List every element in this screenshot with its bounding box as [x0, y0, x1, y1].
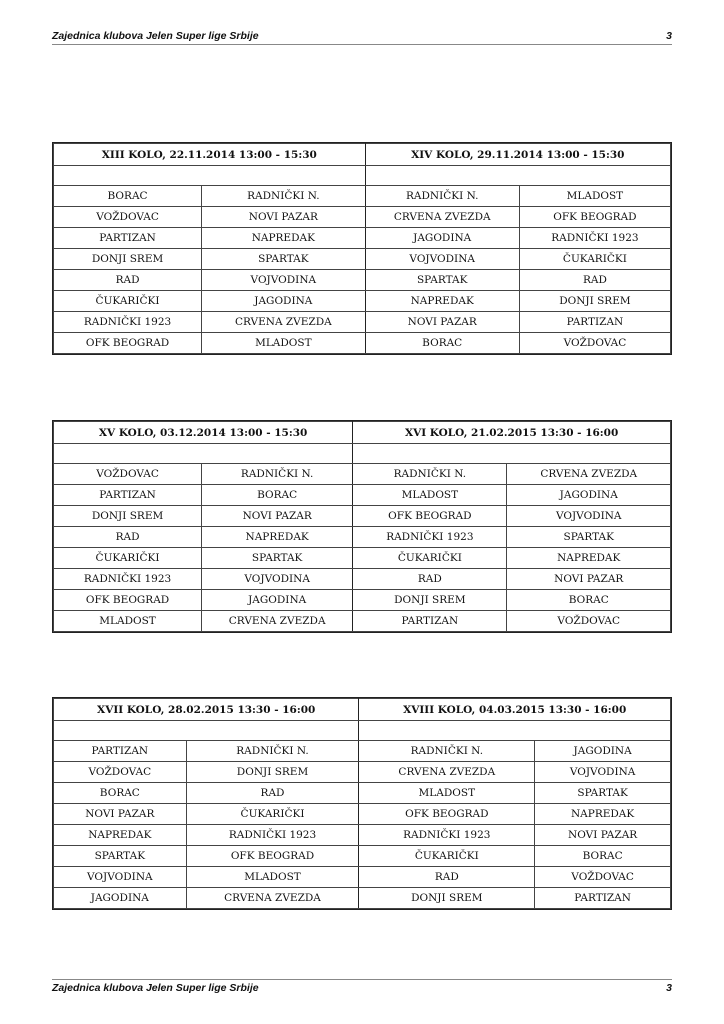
home-team: ČUKARIČKI	[54, 291, 202, 312]
round-block-1	[52, 142, 672, 355]
match-row	[54, 312, 671, 333]
schedule-table-3	[53, 698, 671, 909]
away-team: SPARTAK	[202, 548, 353, 569]
home-team: RADNIČKI 1923	[353, 527, 507, 548]
away-team: OFK BEOGRAD	[519, 207, 670, 228]
home-team: OFK BEOGRAD	[353, 506, 507, 527]
match-row	[54, 291, 671, 312]
away-team: NAPREDAK	[507, 548, 671, 569]
home-team: ČUKARIČKI	[359, 846, 535, 867]
home-team: CRVENA ZVEZDA	[365, 207, 519, 228]
home-team: RADNIČKI N.	[353, 464, 507, 485]
away-team: RADNIČKI N.	[186, 741, 359, 762]
away-team: NOVI PAZAR	[202, 506, 353, 527]
home-team: NOVI PAZAR	[54, 804, 187, 825]
home-team: VOJVODINA	[54, 867, 187, 888]
away-team: PARTIZAN	[519, 312, 670, 333]
away-team: VOŽDOVAC	[519, 333, 670, 354]
away-team: CRVENA ZVEZDA	[507, 464, 671, 485]
away-team: CRVENA ZVEZDA	[202, 611, 353, 632]
away-team: VOJVODINA	[202, 270, 366, 291]
home-team: DONJI SREM	[353, 590, 507, 611]
away-team: RAD	[519, 270, 670, 291]
home-team: ČUKARIČKI	[54, 548, 202, 569]
away-team: OFK BEOGRAD	[186, 846, 359, 867]
away-team: ČUKARIČKI	[186, 804, 359, 825]
away-team: RADNIČKI 1923	[519, 228, 670, 249]
match-row	[54, 548, 671, 569]
home-team: PARTIZAN	[54, 485, 202, 506]
match-row	[54, 333, 671, 354]
home-team: PARTIZAN	[353, 611, 507, 632]
round-header-row	[54, 422, 671, 444]
home-team: JAGODINA	[365, 228, 519, 249]
home-team: DONJI SREM	[54, 506, 202, 527]
home-team: NAPREDAK	[365, 291, 519, 312]
schedule-table-2	[53, 421, 671, 632]
away-team: VOŽDOVAC	[507, 611, 671, 632]
round-title-right: XIV KOLO, 29.11.2014 13:00 - 15:30	[365, 144, 670, 166]
away-team: JAGODINA	[202, 291, 366, 312]
match-row	[54, 804, 671, 825]
match-row	[54, 506, 671, 527]
footer-rule	[52, 979, 672, 980]
spacer-cell-left	[54, 166, 366, 186]
home-team: DONJI SREM	[359, 888, 535, 909]
home-team: RADNIČKI 1923	[54, 569, 202, 590]
match-row	[54, 867, 671, 888]
away-team: DONJI SREM	[519, 291, 670, 312]
away-team: DONJI SREM	[186, 762, 359, 783]
away-team: JAGODINA	[202, 590, 353, 611]
home-team: BORAC	[54, 186, 202, 207]
match-row	[54, 228, 671, 249]
match-row	[54, 186, 671, 207]
home-team: JAGODINA	[54, 888, 187, 909]
round-block-2	[52, 420, 672, 633]
header-rule	[52, 44, 672, 45]
away-team: RADNIČKI N.	[202, 186, 366, 207]
match-row	[54, 762, 671, 783]
away-team: JAGODINA	[535, 741, 671, 762]
home-team: VOŽDOVAC	[54, 464, 202, 485]
home-team: VOŽDOVAC	[54, 207, 202, 228]
home-team: VOJVODINA	[365, 249, 519, 270]
spacer-row	[54, 721, 671, 741]
away-team: NAPREDAK	[202, 527, 353, 548]
match-row	[54, 569, 671, 590]
home-team: NOVI PAZAR	[365, 312, 519, 333]
round-title-left: XV KOLO, 03.12.2014 13:00 - 15:30	[54, 422, 353, 444]
home-team: RAD	[54, 270, 202, 291]
away-team: MLADOST	[186, 867, 359, 888]
home-team: RADNIČKI N.	[359, 741, 535, 762]
home-team: RADNIČKI N.	[365, 186, 519, 207]
away-team: NOVI PAZAR	[202, 207, 366, 228]
home-team: OFK BEOGRAD	[54, 333, 202, 354]
round-title-left: XIII KOLO, 22.11.2014 13:00 - 15:30	[54, 144, 366, 166]
away-team: SPARTAK	[202, 249, 366, 270]
match-row	[54, 207, 671, 228]
footer-page-number: 3	[666, 982, 672, 994]
away-team: BORAC	[507, 590, 671, 611]
home-team: ČUKARIČKI	[353, 548, 507, 569]
away-team: RADNIČKI N.	[202, 464, 353, 485]
away-team: PARTIZAN	[535, 888, 671, 909]
match-row	[54, 249, 671, 270]
round-title-left: XVII KOLO, 28.02.2015 13:30 - 16:00	[54, 699, 359, 721]
home-team: RAD	[54, 527, 202, 548]
home-team: RAD	[359, 867, 535, 888]
match-row	[54, 464, 671, 485]
match-row	[54, 485, 671, 506]
home-team: MLADOST	[359, 783, 535, 804]
away-team: BORAC	[535, 846, 671, 867]
home-team: OFK BEOGRAD	[54, 590, 202, 611]
spacer-cell-left	[54, 721, 359, 741]
spacer-row	[54, 444, 671, 464]
header-page-number: 3	[666, 30, 672, 42]
away-team: MLADOST	[202, 333, 366, 354]
home-team: MLADOST	[54, 611, 202, 632]
away-team: SPARTAK	[535, 783, 671, 804]
spacer-cell-right	[353, 444, 671, 464]
round-header-row	[54, 144, 671, 166]
home-team: SPARTAK	[365, 270, 519, 291]
match-row	[54, 270, 671, 291]
round-block-3	[52, 697, 672, 910]
match-row	[54, 527, 671, 548]
home-team: MLADOST	[353, 485, 507, 506]
away-team: ČUKARIČKI	[519, 249, 670, 270]
away-team: VOJVODINA	[535, 762, 671, 783]
away-team: NOVI PAZAR	[535, 825, 671, 846]
home-team: CRVENA ZVEZDA	[359, 762, 535, 783]
spacer-cell-right	[359, 721, 671, 741]
spacer-row	[54, 166, 671, 186]
match-row	[54, 888, 671, 909]
away-team: NAPREDAK	[535, 804, 671, 825]
away-team: VOJVODINA	[507, 506, 671, 527]
away-team: NAPREDAK	[202, 228, 366, 249]
page-header	[52, 30, 672, 46]
match-row	[54, 611, 671, 632]
away-team: RADNIČKI 1923	[186, 825, 359, 846]
home-team: PARTIZAN	[54, 741, 187, 762]
away-team: NOVI PAZAR	[507, 569, 671, 590]
home-team: NAPREDAK	[54, 825, 187, 846]
home-team: RAD	[353, 569, 507, 590]
home-team: BORAC	[54, 783, 187, 804]
home-team: BORAC	[365, 333, 519, 354]
match-row	[54, 846, 671, 867]
away-team: CRVENA ZVEZDA	[186, 888, 359, 909]
away-team: SPARTAK	[507, 527, 671, 548]
away-team: RAD	[186, 783, 359, 804]
away-team: BORAC	[202, 485, 353, 506]
match-row	[54, 783, 671, 804]
away-team: CRVENA ZVEZDA	[202, 312, 366, 333]
away-team: MLADOST	[519, 186, 670, 207]
round-title-right: XVIII KOLO, 04.03.2015 13:30 - 16:00	[359, 699, 671, 721]
away-team: VOŽDOVAC	[535, 867, 671, 888]
match-row	[54, 825, 671, 846]
round-title-right: XVI KOLO, 21.02.2015 13:30 - 16:00	[353, 422, 671, 444]
header-title: Zajednica klubova Jelen Super lige Srbije	[52, 30, 259, 42]
away-team: JAGODINA	[507, 485, 671, 506]
home-team: VOŽDOVAC	[54, 762, 187, 783]
spacer-cell-right	[365, 166, 670, 186]
spacer-cell-left	[54, 444, 353, 464]
home-team: DONJI SREM	[54, 249, 202, 270]
home-team: OFK BEOGRAD	[359, 804, 535, 825]
home-team: SPARTAK	[54, 846, 187, 867]
home-team: RADNIČKI 1923	[54, 312, 202, 333]
home-team: PARTIZAN	[54, 228, 202, 249]
match-row	[54, 590, 671, 611]
round-header-row	[54, 699, 671, 721]
schedule-table-1	[53, 143, 671, 354]
page-footer	[52, 982, 672, 998]
match-row	[54, 741, 671, 762]
footer-title: Zajednica klubova Jelen Super lige Srbije	[52, 982, 259, 994]
home-team: RADNIČKI 1923	[359, 825, 535, 846]
away-team: VOJVODINA	[202, 569, 353, 590]
